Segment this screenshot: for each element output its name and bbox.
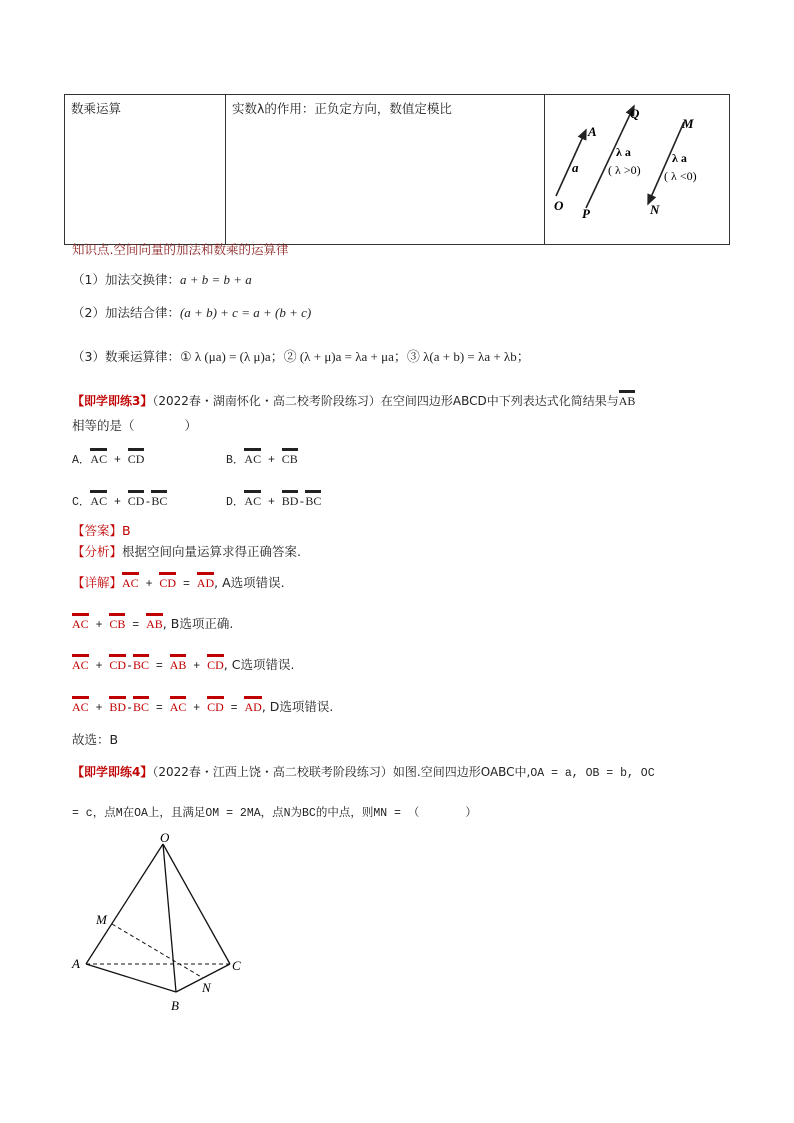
tetrahedron-figure [66,832,266,1018]
detail4-vec-CD: CD [207,696,224,715]
rule-associative-expr: (a + b) + c = a + (b + c) [179,305,312,320]
label-a: a [572,160,579,175]
detail-line-2: AC + CB = AB, B选项正确. [72,613,233,632]
option-D-label: D． [226,496,245,509]
label-lambda-negative-condition: ( λ <0) [664,169,697,183]
option-D-op2: - [298,496,306,509]
detail4-vec-BC: BC [133,696,149,715]
label-P: P [582,206,590,221]
table-cell-operation [65,95,226,245]
detail-line-4: AC + BD-BC = AC + CD = AD, D选项错误. [72,696,333,715]
option-D-op: + [267,496,275,509]
label-O: O [554,198,564,213]
scalar-multiplication-figure [548,100,728,230]
detail4-vec-AD: AD [244,696,261,715]
label-M: M [96,912,107,927]
option-C-op2: - [144,496,152,509]
option-A-vec1: AC [90,448,107,467]
detail3-vec-CD: CD [109,654,126,673]
option-B-label: B． [226,454,245,467]
target-vector-AB: AB [619,390,636,409]
option-A-label: A． [72,454,91,467]
exercise-3-text: （2022春・湖南怀化・高二校考阶段练习）在空间四边形ABCD中下列表达式化简结果与 [152,394,619,408]
option-D-vec1: AC [244,490,261,509]
detail3-suffix: , C选项错误. [223,657,295,672]
label-N: N [202,980,211,995]
exercise-4-conditions: OA = a, OB = b, OC [530,767,655,780]
option-B [226,448,298,467]
edge-OA [86,844,163,964]
edge-OB [163,844,176,992]
option-A-vec2: CD [128,448,145,467]
detail2-vec-CB: CB [109,613,125,632]
rule-associative-label: （2）加法结合律： [72,305,180,320]
label-A: A [72,956,80,971]
operation-name: 数乘运算 [71,101,122,116]
option-D [226,490,321,509]
analysis-tag: 【分析】 [72,544,123,559]
detail1-suffix: , A选项错误. [214,575,285,590]
detail3-vec-CD2: CD [207,654,224,673]
label-C: C [232,958,241,973]
answer-value: B [122,523,131,538]
label-M: M [682,116,694,131]
analysis-line [72,542,301,560]
option-C-label: C． [72,496,91,509]
conclusion: 故选：B [72,732,119,747]
exercise-3-line2: 相等的是（ ） [72,418,198,433]
detail4-vec-BD: BD [109,696,126,715]
detail-line-3: AC + CD-BC = AB + CD, C选项错误. [72,654,294,673]
detail3-vec-AC: AC [72,654,89,673]
option-D-vec2: BD [282,490,299,509]
detail1-vec-CD: CD [159,572,176,591]
label-A: A [588,124,597,139]
exercise-4-question [72,763,655,780]
option-A [72,448,144,467]
detail4-vec-AC2: AC [170,696,187,715]
rule-commutative-label: （1）加法交换律： [72,272,180,287]
option-B-vec2: CB [282,448,298,467]
detail4-vec-AC: AC [72,696,89,715]
exercise-3-tag: 【即学即练3】 [72,394,153,408]
label-lambda-a-positive: λ a [616,145,631,159]
option-C-vec1: AC [90,490,107,509]
detail2-suffix: , B选项正确. [162,616,234,631]
detail2-vec-AB: AB [146,613,163,632]
rule-commutative [72,270,252,288]
answer-line [72,521,131,539]
edge-OC [163,844,230,964]
option-D-vec3: BC [305,490,321,509]
exercise-4-tag: 【即学即练4】 [72,765,153,779]
rule-commutative-expr: a + b = b + a [179,272,252,287]
detail4-suffix: , D选项错误. [261,699,334,714]
detail2-vec-AC: AC [72,613,89,632]
label-N: N [650,202,660,217]
rule-scalar-label: （3）数乘运算律： [72,349,180,364]
label-B: B [171,998,179,1013]
table-cell-description [226,95,545,245]
knowledge-title: 知识点.空间向量的加法和数乘的运算律 [72,242,289,257]
exercise-3-question [72,390,635,409]
option-B-vec1: AC [244,448,261,467]
segment-MN [112,924,203,978]
option-C-op: + [113,496,121,509]
detail3-vec-AB: AB [170,654,187,673]
option-C-vec2: CD [128,490,145,509]
label-lambda-a-negative: λ a [672,151,687,165]
exercise-4-text: （2022春・江西上饶・高二校联考阶段练习）如图.空间四边形OABC中, [152,765,531,779]
rule-scalar-expr: ① λ (μa) = (λ μ)a；② (λ + μ)a = λa + μa；③ λ(a + b) = λa + λb； [179,349,530,364]
detail1-vec-AC: AC [122,572,139,591]
exercise-4-line2: = c，点M在OA上，且满足OM = 2MA，点N为BC的中点，则MN = （ ） [72,807,477,820]
detail3-vec-BC: BC [133,654,149,673]
detail-tag: 【详解】 [72,575,123,590]
operation-description: 实数λ的作用：正负定方向，数值定模比 [232,101,452,116]
label-O: O [160,832,170,845]
answer-tag: 【答案】 [72,523,123,538]
label-Q: Q [630,106,640,121]
detail-line-1: 【详解】AC + CD = AD, A选项错误. [72,572,285,591]
option-C-vec3: BC [151,490,167,509]
vector-a-arrow [556,130,586,196]
edge-AB [86,964,176,992]
option-C [72,490,167,509]
option-B-op: + [267,454,275,467]
detail1-vec-AD: AD [197,572,214,591]
label-lambda-positive-condition: ( λ >0) [608,163,641,177]
rule-scalar [72,346,530,365]
option-A-op: + [113,454,121,467]
analysis-text: 根据空间向量运算求得正确答案. [122,544,301,559]
rule-associative [72,303,311,321]
